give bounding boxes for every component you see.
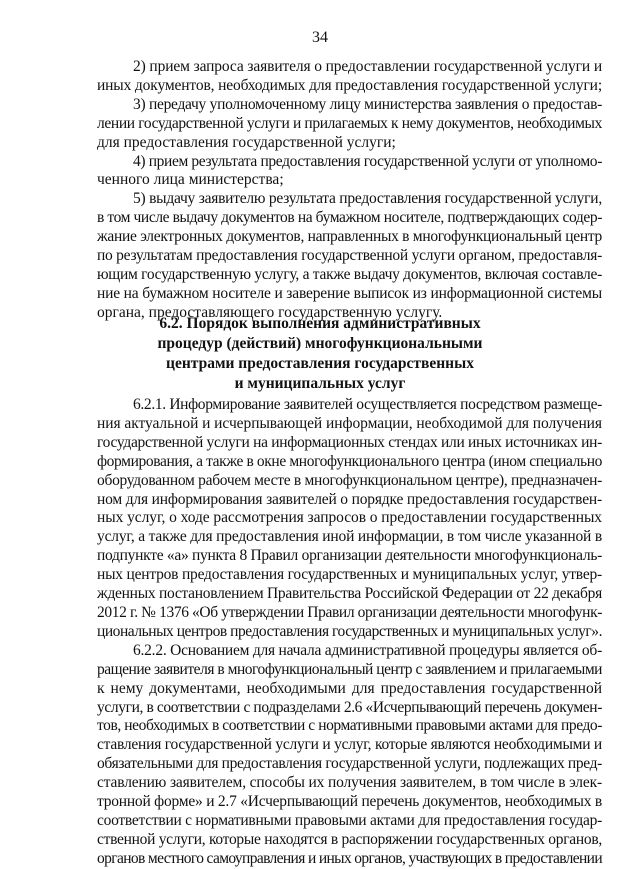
heading-line: и муниципальных услуг (234, 375, 406, 392)
text-line: ных услуг, о ходе рассмотрения запросов о предоставлении государственных (97, 509, 602, 527)
text-line: 2012 г. № 1376 «Об утверждении Правил организации деятельности многофунк- (97, 603, 602, 621)
text-line: ченного лица министерства; (97, 171, 284, 189)
heading-line: центрами предоставления государственных (166, 355, 474, 372)
text-line: формирования, а также в окне многофункционального центра (ином специально (97, 452, 602, 470)
text-line: жденных постановлением Правительства Российской Федерации от 22 декабря (97, 585, 602, 603)
text-line: органа, предоставляющего государственную услугу. (97, 303, 443, 321)
text-line: ставления государственной услуги и услуг, которые являются необходимыми и (97, 736, 602, 754)
section-heading (0, 314, 640, 394)
text-line: ние на бумажном носителе и заверение выписок из информационной системы (97, 284, 602, 302)
text-line: циональных центров предоставления государственных и муниципальных услуг». (97, 622, 602, 640)
text-line: 6.2.2. Основанием для начала административной процедуры является об- (133, 641, 602, 659)
text-line: 2) прием запроса заявителя о предоставлении государственной услуги и (133, 58, 602, 75)
text-line: 3) передачу уполномоченному лицу министерства заявления о предостав- (133, 95, 602, 113)
heading-line: процедур (действий) многофункциональными (157, 335, 483, 352)
text-line: 6.2.1. Информирование заявителей осуществляется посредством размеще- (133, 396, 602, 413)
text-line: ственной услуги, которые находятся в распоряжении государственных органов, (97, 830, 602, 848)
text-line: 4) прием результата предоставления государственной услуги от уполномо- (133, 152, 602, 170)
text-line: подпункте «а» пункта 8 Правил организации деятельности многофункциональ- (97, 547, 602, 565)
text-line: органов местного самоуправления и иных органов, участвующих в предоставлении (97, 849, 602, 867)
heading-line: 6.2. Порядок выполнения административных (159, 315, 481, 332)
text-line: оборудованном рабочем месте в многофункциональном центре), предназначен- (97, 471, 602, 489)
text-line: жание электронных документов, направленных в многофункциональный центр (97, 228, 602, 246)
text-line: ных центров предоставления государственных и муниципальных услуг, утвер- (97, 566, 602, 584)
page-number: 34 (312, 29, 328, 46)
text-line: ющим государственную услугу, а также выдачу документов, включая составле- (97, 265, 602, 283)
text-line: услуги, в соответствии с подразделами 2.6 «Исчерпывающий перечень докумен- (97, 698, 602, 716)
text-line: обязательными для предоставления государственной услуги, подлежащих пред- (97, 755, 602, 773)
text-line: тов, необходимых в соответствии с нормативными правовыми актами для предо- (97, 717, 602, 735)
text-line: соответствии с нормативными правовыми актами для предоставления государ- (97, 811, 602, 829)
text-line: иных документов, необходимых для предоставления государственной услуги; (97, 76, 602, 94)
text-line: 5) выдачу заявителю результата предоставления государственной услуги, (133, 190, 602, 208)
text-line: к нему документами, необходимыми для предоставления государственной (97, 679, 602, 697)
text-line: ставлению заявителем, способы их получения заявителем, в том числе в элек- (97, 774, 602, 792)
text-line: услуг, а также для предоставления иной информации, в том числе указанной в (97, 528, 602, 546)
text-line: ния актуальной и исчерпывающей информации, необходимой для получения (97, 414, 602, 432)
text-line: ном для информирования заявителей о порядке предоставления государствен- (97, 490, 602, 508)
paragraph-block-top (97, 58, 602, 323)
text-line: государственной услуги на информационных стендах или иных источниках ин- (97, 433, 602, 451)
text-line: ращение заявителя в многофункциональный центр с заявлением и прилагаемыми (97, 660, 602, 678)
text-line: по результатам предоставления государственной услуги органом, предоставля- (97, 247, 602, 265)
text-line: для предоставления государственной услуги; (97, 133, 396, 151)
text-line: лении государственной услуги и прилагаемых к нему документов, необходимых (97, 114, 602, 132)
text-line: в том числе выдачу документов на бумажном носителе, подтверждающих содер- (97, 209, 602, 227)
text-line: тронной форме» и 2.7 «Исчерпывающий перечень документов, необходимых в (97, 793, 602, 811)
paragraph-block-bottom (97, 396, 602, 869)
